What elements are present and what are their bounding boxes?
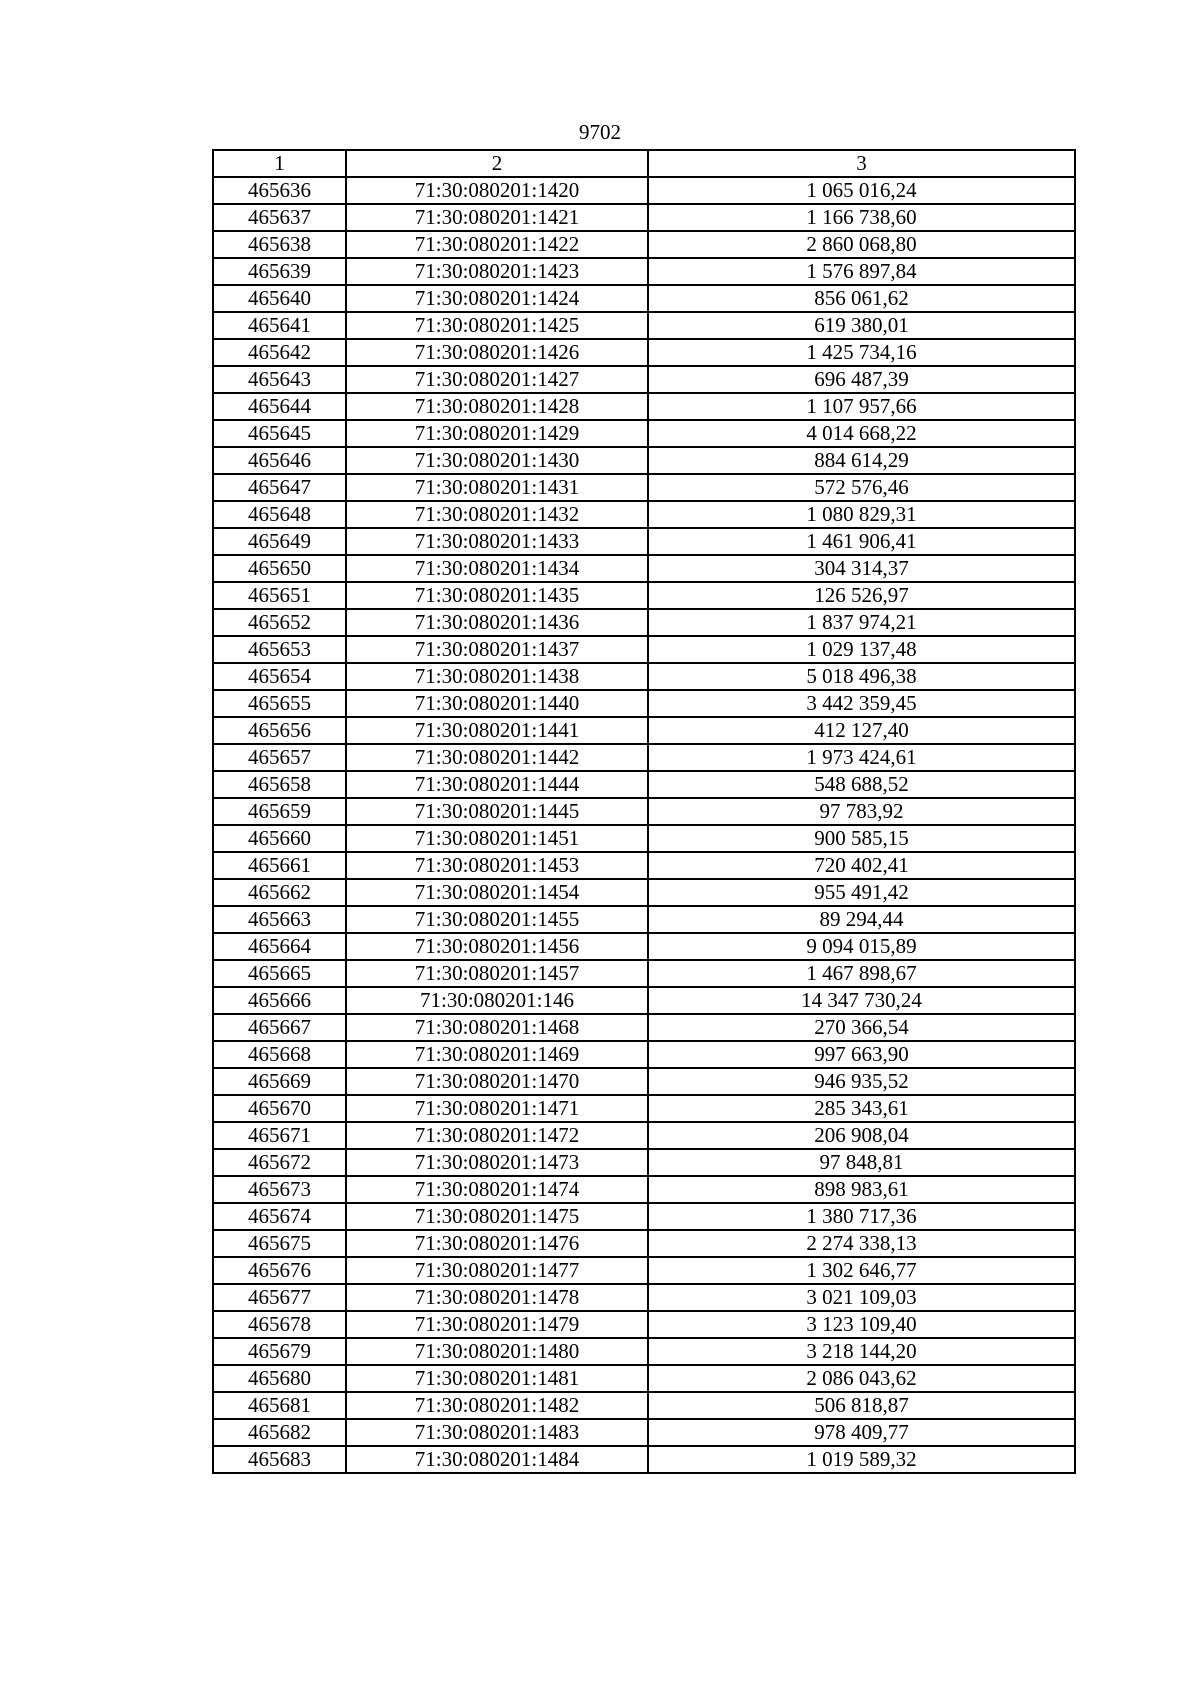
row-number-cell: 465649: [213, 528, 346, 555]
table-row: [213, 1230, 1075, 1257]
cadastral-number-cell: 71:30:080201:1426: [346, 339, 648, 366]
row-number-cell: 465652: [213, 609, 346, 636]
row-number-cell: 465651: [213, 582, 346, 609]
cadastral-number-cell: 71:30:080201:1425: [346, 312, 648, 339]
value-cell: 884 614,29: [648, 447, 1075, 474]
table-row: [213, 1122, 1075, 1149]
row-number-cell: 465657: [213, 744, 346, 771]
value-cell: 270 366,54: [648, 1014, 1075, 1041]
cadastral-number-cell: 71:30:080201:1455: [346, 906, 648, 933]
cadastral-number-cell: 71:30:080201:1435: [346, 582, 648, 609]
cadastral-number-cell: 71:30:080201:1424: [346, 285, 648, 312]
value-cell: 97 848,81: [648, 1149, 1075, 1176]
row-number-cell: 465668: [213, 1041, 346, 1068]
table-row: [213, 528, 1075, 555]
table-row: [213, 1014, 1075, 1041]
table-row: [213, 906, 1075, 933]
header-row: [213, 150, 1075, 177]
cadastral-number-cell: 71:30:080201:1472: [346, 1122, 648, 1149]
table-row: [213, 1041, 1075, 1068]
row-number-cell: 465656: [213, 717, 346, 744]
row-number-cell: 465670: [213, 1095, 346, 1122]
table-row: [213, 393, 1075, 420]
value-cell: 14 347 730,24: [648, 987, 1075, 1014]
value-cell: 126 526,97: [648, 582, 1075, 609]
cadastral-number-cell: 71:30:080201:1421: [346, 204, 648, 231]
page-number: 9702: [579, 120, 621, 144]
value-cell: 2 086 043,62: [648, 1365, 1075, 1392]
value-cell: 1 302 646,77: [648, 1257, 1075, 1284]
table-row: [213, 744, 1075, 771]
value-cell: 9 094 015,89: [648, 933, 1075, 960]
cadastral-number-cell: 71:30:080201:1430: [346, 447, 648, 474]
table-row: [213, 717, 1075, 744]
table-row: [213, 1257, 1075, 1284]
row-number-cell: 465681: [213, 1392, 346, 1419]
row-number-cell: 465678: [213, 1311, 346, 1338]
cadastral-number-cell: 71:30:080201:1473: [346, 1149, 648, 1176]
value-cell: 1 019 589,32: [648, 1446, 1075, 1473]
value-cell: 2 274 338,13: [648, 1230, 1075, 1257]
value-cell: 5 018 496,38: [648, 663, 1075, 690]
row-number-cell: 465680: [213, 1365, 346, 1392]
table-row: [213, 798, 1075, 825]
table-row: [213, 933, 1075, 960]
table-row: [213, 1095, 1075, 1122]
row-number-cell: 465679: [213, 1338, 346, 1365]
value-cell: 900 585,15: [648, 825, 1075, 852]
cadastral-number-cell: 71:30:080201:1428: [346, 393, 648, 420]
column-header-2: 2: [346, 150, 648, 177]
row-number-cell: 465641: [213, 312, 346, 339]
cadastral-number-cell: 71:30:080201:1453: [346, 852, 648, 879]
value-cell: 946 935,52: [648, 1068, 1075, 1095]
table-row: [213, 339, 1075, 366]
row-number-cell: 465647: [213, 474, 346, 501]
value-cell: 89 294,44: [648, 906, 1075, 933]
table-row: [213, 1392, 1075, 1419]
row-number-cell: 465672: [213, 1149, 346, 1176]
row-number-cell: 465655: [213, 690, 346, 717]
cadastral-number-cell: 71:30:080201:1440: [346, 690, 648, 717]
value-cell: 1 107 957,66: [648, 393, 1075, 420]
value-cell: 898 983,61: [648, 1176, 1075, 1203]
table-row: [213, 1311, 1075, 1338]
row-number-cell: 465662: [213, 879, 346, 906]
row-number-cell: 465671: [213, 1122, 346, 1149]
row-number-cell: 465675: [213, 1230, 346, 1257]
row-number-cell: 465648: [213, 501, 346, 528]
row-number-cell: 465669: [213, 1068, 346, 1095]
table-row: [213, 1419, 1075, 1446]
table-row: [213, 1338, 1075, 1365]
cadastral-number-cell: 71:30:080201:1468: [346, 1014, 648, 1041]
table-header: [213, 150, 1075, 177]
row-number-cell: 465640: [213, 285, 346, 312]
cadastral-number-cell: 71:30:080201:1436: [346, 609, 648, 636]
value-cell: 1 973 424,61: [648, 744, 1075, 771]
cadastral-number-cell: 71:30:080201:1484: [346, 1446, 648, 1473]
table-row: [213, 420, 1075, 447]
registry-table: [212, 149, 1076, 1474]
value-cell: 3 021 109,03: [648, 1284, 1075, 1311]
value-cell: 696 487,39: [648, 366, 1075, 393]
table-row: [213, 501, 1075, 528]
table-row: [213, 1284, 1075, 1311]
table-row: [213, 1068, 1075, 1095]
row-number-cell: 465658: [213, 771, 346, 798]
value-cell: 3 123 109,40: [648, 1311, 1075, 1338]
table-row: [213, 177, 1075, 204]
row-number-cell: 465676: [213, 1257, 346, 1284]
row-number-cell: 465643: [213, 366, 346, 393]
cadastral-number-cell: 71:30:080201:1431: [346, 474, 648, 501]
table-row: [213, 825, 1075, 852]
table-row: [213, 1149, 1075, 1176]
row-number-cell: 465642: [213, 339, 346, 366]
table-body: [213, 177, 1075, 1473]
table-row: [213, 204, 1075, 231]
value-cell: 506 818,87: [648, 1392, 1075, 1419]
cadastral-number-cell: 71:30:080201:1433: [346, 528, 648, 555]
row-number-cell: 465665: [213, 960, 346, 987]
value-cell: 304 314,37: [648, 555, 1075, 582]
table-row: [213, 366, 1075, 393]
row-number-cell: 465646: [213, 447, 346, 474]
row-number-cell: 465682: [213, 1419, 346, 1446]
row-number-cell: 465683: [213, 1446, 346, 1473]
row-number-cell: 465661: [213, 852, 346, 879]
cadastral-number-cell: 71:30:080201:1441: [346, 717, 648, 744]
value-cell: 3 218 144,20: [648, 1338, 1075, 1365]
cadastral-number-cell: 71:30:080201:1483: [346, 1419, 648, 1446]
table-row: [213, 312, 1075, 339]
value-cell: 1 166 738,60: [648, 204, 1075, 231]
cadastral-number-cell: 71:30:080201:1475: [346, 1203, 648, 1230]
row-number-cell: 465660: [213, 825, 346, 852]
cadastral-number-cell: 71:30:080201:1422: [346, 231, 648, 258]
cadastral-number-cell: 71:30:080201:1451: [346, 825, 648, 852]
row-number-cell: 465677: [213, 1284, 346, 1311]
table-row: [213, 879, 1075, 906]
value-cell: 2 860 068,80: [648, 231, 1075, 258]
cadastral-number-cell: 71:30:080201:146: [346, 987, 648, 1014]
table-row: [213, 636, 1075, 663]
cadastral-number-cell: 71:30:080201:1432: [346, 501, 648, 528]
cadastral-number-cell: 71:30:080201:1442: [346, 744, 648, 771]
row-number-cell: 465666: [213, 987, 346, 1014]
table-row: [213, 582, 1075, 609]
cadastral-number-cell: 71:30:080201:1477: [346, 1257, 648, 1284]
value-cell: 1 461 906,41: [648, 528, 1075, 555]
cadastral-number-cell: 71:30:080201:1482: [346, 1392, 648, 1419]
cadastral-number-cell: 71:30:080201:1444: [346, 771, 648, 798]
cadastral-number-cell: 71:30:080201:1478: [346, 1284, 648, 1311]
value-cell: 1 837 974,21: [648, 609, 1075, 636]
cadastral-number-cell: 71:30:080201:1429: [346, 420, 648, 447]
value-cell: 412 127,40: [648, 717, 1075, 744]
row-number-cell: 465673: [213, 1176, 346, 1203]
value-cell: 720 402,41: [648, 852, 1075, 879]
value-cell: 1 065 016,24: [648, 177, 1075, 204]
table-row: [213, 852, 1075, 879]
cadastral-number-cell: 71:30:080201:1445: [346, 798, 648, 825]
table-row: [213, 771, 1075, 798]
cadastral-number-cell: 71:30:080201:1481: [346, 1365, 648, 1392]
row-number-cell: 465645: [213, 420, 346, 447]
row-number-cell: 465653: [213, 636, 346, 663]
row-number-cell: 465674: [213, 1203, 346, 1230]
table-row: [213, 1446, 1075, 1473]
table-row: [213, 1176, 1075, 1203]
value-cell: 572 576,46: [648, 474, 1075, 501]
value-cell: 97 783,92: [648, 798, 1075, 825]
table-row: [213, 285, 1075, 312]
cadastral-number-cell: 71:30:080201:1474: [346, 1176, 648, 1203]
value-cell: 548 688,52: [648, 771, 1075, 798]
table-row: [213, 960, 1075, 987]
value-cell: 1 380 717,36: [648, 1203, 1075, 1230]
table-row: [213, 663, 1075, 690]
row-number-cell: 465637: [213, 204, 346, 231]
cadastral-number-cell: 71:30:080201:1456: [346, 933, 648, 960]
value-cell: 206 908,04: [648, 1122, 1075, 1149]
table-row: [213, 609, 1075, 636]
cadastral-number-cell: 71:30:080201:1427: [346, 366, 648, 393]
row-number-cell: 465638: [213, 231, 346, 258]
cadastral-number-cell: 71:30:080201:1480: [346, 1338, 648, 1365]
cadastral-number-cell: 71:30:080201:1479: [346, 1311, 648, 1338]
row-number-cell: 465644: [213, 393, 346, 420]
cadastral-number-cell: 71:30:080201:1470: [346, 1068, 648, 1095]
table-row: [213, 447, 1075, 474]
cadastral-number-cell: 71:30:080201:1471: [346, 1095, 648, 1122]
value-cell: 856 061,62: [648, 285, 1075, 312]
cadastral-number-cell: 71:30:080201:1423: [346, 258, 648, 285]
row-number-cell: 465659: [213, 798, 346, 825]
value-cell: 1 029 137,48: [648, 636, 1075, 663]
value-cell: 1 576 897,84: [648, 258, 1075, 285]
value-cell: 619 380,01: [648, 312, 1075, 339]
value-cell: 285 343,61: [648, 1095, 1075, 1122]
table-row: [213, 1365, 1075, 1392]
cadastral-number-cell: 71:30:080201:1457: [346, 960, 648, 987]
cadastral-number-cell: 71:30:080201:1434: [346, 555, 648, 582]
value-cell: 955 491,42: [648, 879, 1075, 906]
row-number-cell: 465650: [213, 555, 346, 582]
value-cell: 4 014 668,22: [648, 420, 1075, 447]
cadastral-number-cell: 71:30:080201:1420: [346, 177, 648, 204]
row-number-cell: 465663: [213, 906, 346, 933]
table-row: [213, 690, 1075, 717]
value-cell: 1 425 734,16: [648, 339, 1075, 366]
table-row: [213, 474, 1075, 501]
table-row: [213, 555, 1075, 582]
table-row: [213, 987, 1075, 1014]
value-cell: 3 442 359,45: [648, 690, 1075, 717]
table-row: [213, 258, 1075, 285]
row-number-cell: 465664: [213, 933, 346, 960]
column-header-1: 1: [213, 150, 346, 177]
table-row: [213, 231, 1075, 258]
value-cell: 1 467 898,67: [648, 960, 1075, 987]
row-number-cell: 465667: [213, 1014, 346, 1041]
value-cell: 1 080 829,31: [648, 501, 1075, 528]
value-cell: 978 409,77: [648, 1419, 1075, 1446]
cadastral-number-cell: 71:30:080201:1476: [346, 1230, 648, 1257]
cadastral-number-cell: 71:30:080201:1454: [346, 879, 648, 906]
row-number-cell: 465654: [213, 663, 346, 690]
column-header-3: 3: [648, 150, 1075, 177]
cadastral-number-cell: 71:30:080201:1438: [346, 663, 648, 690]
row-number-cell: 465639: [213, 258, 346, 285]
row-number-cell: 465636: [213, 177, 346, 204]
cadastral-number-cell: 71:30:080201:1437: [346, 636, 648, 663]
cadastral-number-cell: 71:30:080201:1469: [346, 1041, 648, 1068]
value-cell: 997 663,90: [648, 1041, 1075, 1068]
table-row: [213, 1203, 1075, 1230]
